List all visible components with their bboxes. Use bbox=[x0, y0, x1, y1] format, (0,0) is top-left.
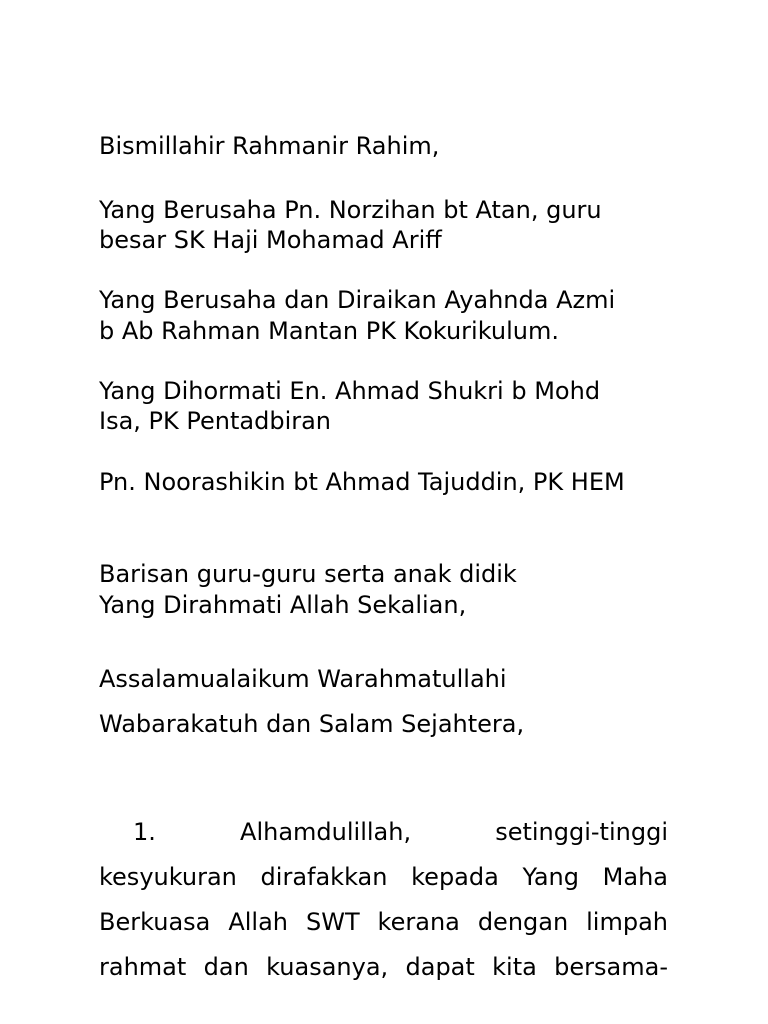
address-2-line-2: b Ab Rahman Mantan PK Kokurikulum. bbox=[99, 317, 559, 345]
address-2-line-1: Yang Berusaha dan Diraikan Ayahnda Azmi bbox=[99, 286, 616, 314]
paragraph-1-line-1-text: Alhamdulillah, setinggi-tinggi bbox=[240, 818, 668, 846]
address-1-line-2: besar SK Haji Mohamad Ariff bbox=[99, 226, 442, 254]
paragraph-1-line-4: rahmat dan kuasanya, dapat kita bersama- bbox=[99, 953, 668, 981]
address-3-line-2: Isa, PK Pentadbiran bbox=[99, 407, 332, 435]
greeting-line: Bismillahir Rahmanir Rahim, bbox=[99, 132, 440, 160]
address-3-line-1: Yang Dihormati En. Ahmad Shukri b Mohd bbox=[99, 377, 601, 405]
paragraph-1-line-2: kesyukuran dirafakkan kepada Yang Maha bbox=[99, 863, 668, 891]
paragraph-1 bbox=[99, 810, 668, 990]
audience-line-1: Barisan guru-guru serta anak didik bbox=[99, 560, 517, 588]
audience-line-2: Yang Dirahmati Allah Sekalian, bbox=[99, 591, 467, 619]
paragraph-1-line-3: Berkuasa Allah SWT kerana dengan limpah bbox=[99, 908, 668, 936]
address-4-line: Pn. Noorashikin bt Ahmad Tajuddin, PK HEM bbox=[99, 468, 625, 496]
paragraph-1-line-1 bbox=[99, 810, 668, 855]
paragraph-1-number: 1. bbox=[133, 818, 156, 846]
salam-line-2: Wabarakatuh dan Salam Sejahtera, bbox=[99, 710, 525, 738]
salam-line-1: Assalamualaikum Warahmatullahi bbox=[99, 665, 507, 693]
address-1-line-1: Yang Berusaha Pn. Norzihan bt Atan, guru bbox=[99, 196, 602, 224]
